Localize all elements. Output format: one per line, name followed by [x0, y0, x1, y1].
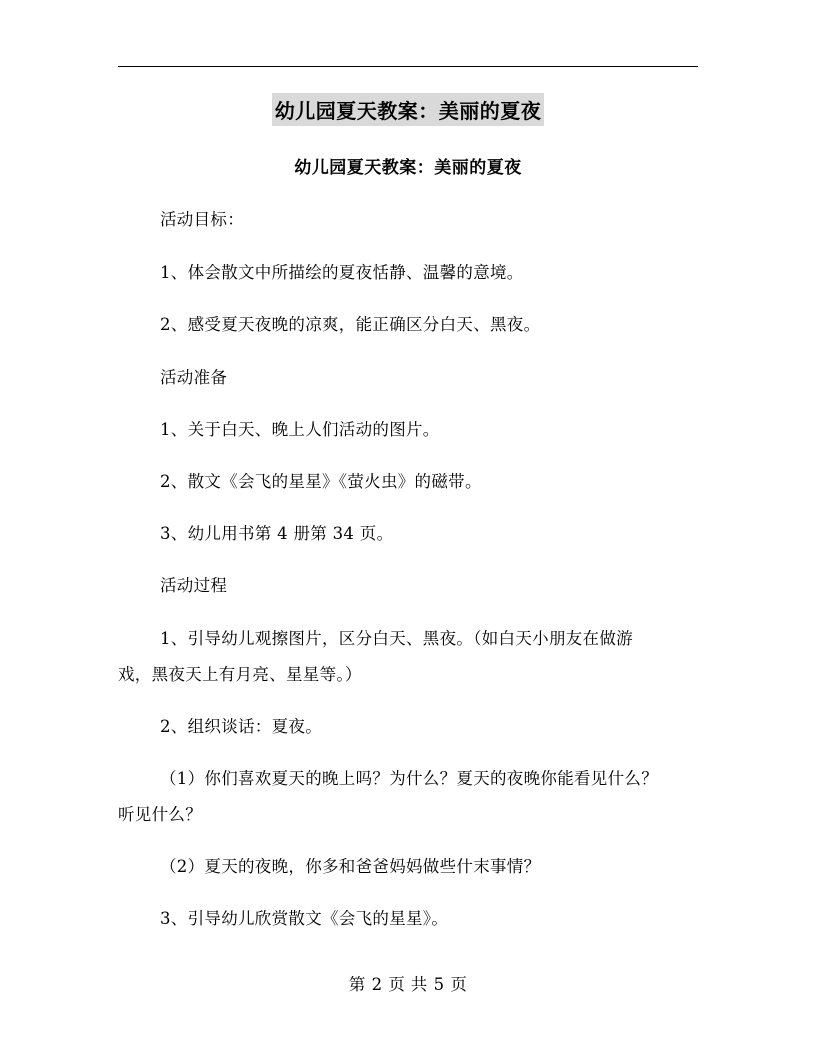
header-title-text: 幼儿园夏天教案：美丽的夏夜 — [272, 93, 545, 126]
paragraph: 3、幼儿用书第 4 册第 34 页。 — [160, 524, 394, 543]
paragraph: 2、散文《会飞的星星》《萤火虫》的磁带。 — [160, 472, 482, 491]
paragraph: 3、引导幼儿欣赏散文《会飞的星星》。 — [160, 909, 449, 928]
page-label-mid: 页 共 — [388, 975, 428, 994]
total-pages: 5 — [433, 975, 445, 994]
paragraph: 活动准备 — [160, 368, 228, 387]
paragraph: 2、组织谈话：夏夜。 — [160, 717, 322, 736]
paragraph: 1、关于白天、晚上人们活动的图片。 — [160, 420, 440, 439]
paragraph-continuation: 戏，黑夜天上有月亮、星星等。） — [118, 665, 362, 684]
page-number — [0, 971, 816, 995]
paragraph: （2）夏天的夜晚，你多和爸爸妈妈做些什末事情？ — [160, 857, 541, 876]
page-label-suffix: 页 — [450, 975, 468, 994]
paragraph: （1）你们喜欢夏天的晚上吗？为什么？夏天的夜晚你能看见什么？ — [160, 769, 658, 788]
paragraph: 1、体会散文中所描绘的夏夜恬静、温馨的意境。 — [160, 263, 524, 282]
header-rule — [118, 66, 698, 67]
page-label-prefix: 第 — [348, 975, 366, 994]
paragraph: 2、感受夏天夜晚的凉爽，能正确区分白天、黑夜。 — [160, 315, 541, 334]
document-title: 幼儿园夏天教案：美丽的夏夜 — [294, 158, 522, 178]
header-title — [0, 93, 816, 126]
paragraph: 活动目标： — [160, 210, 244, 229]
paragraph: 1、引导幼儿观擦图片，区分白天、黑夜。（如白天小朋友在做游 — [160, 629, 633, 648]
paragraph: 活动过程 — [160, 576, 228, 595]
current-page: 2 — [371, 975, 383, 994]
paragraph-continuation: 听见什么？ — [118, 805, 202, 824]
